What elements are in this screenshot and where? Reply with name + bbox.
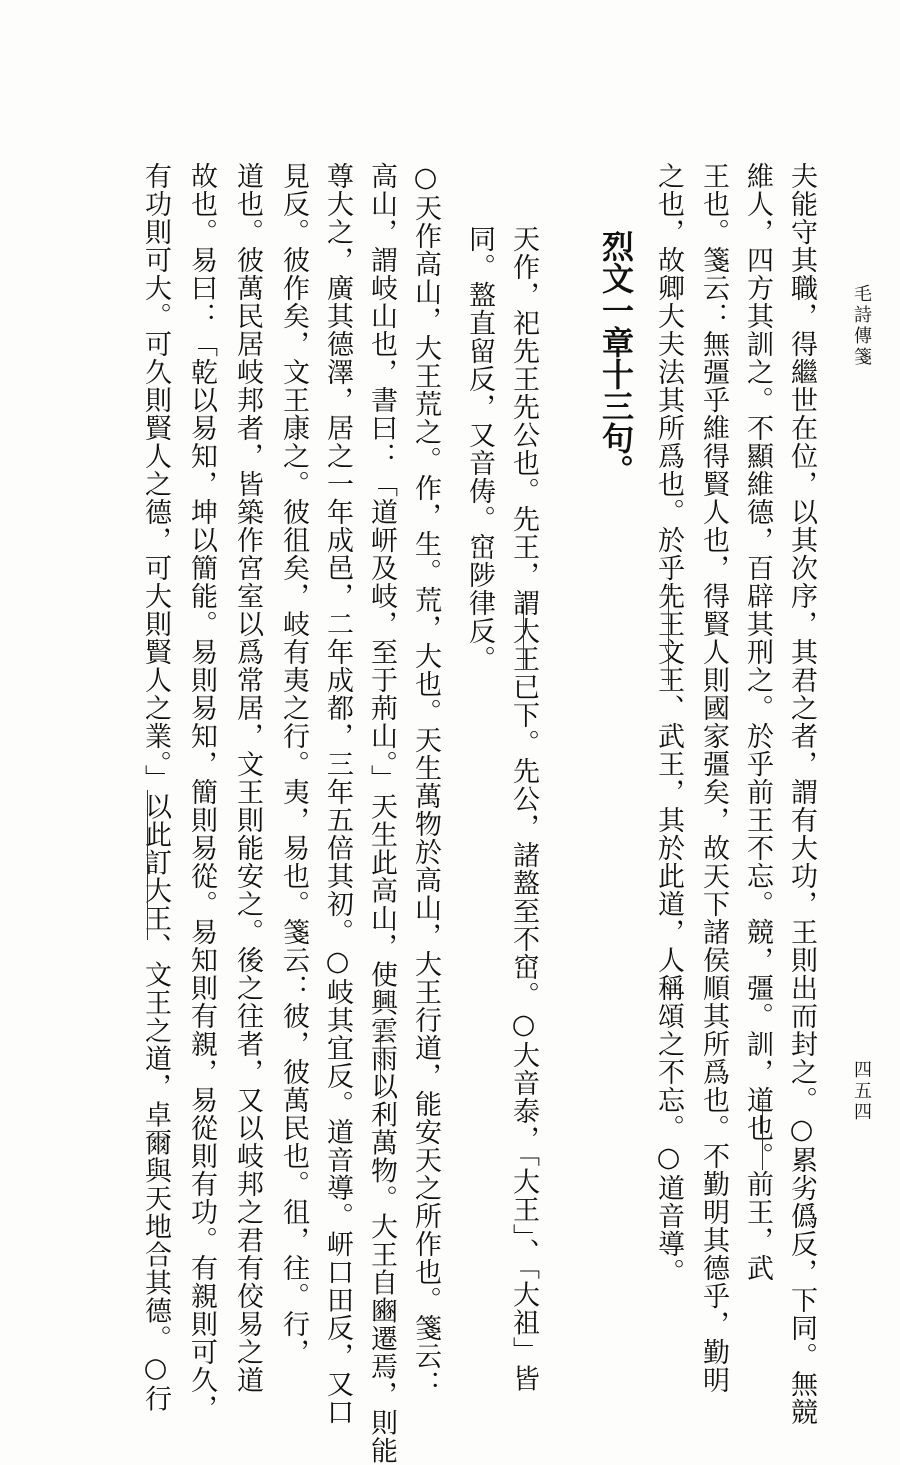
proper-noun-mark bbox=[147, 790, 148, 940]
text-column-5: 烈文一章十三句。 bbox=[597, 230, 635, 486]
text-column-7: 同。盩直留反，又音俦。窋陟律反。 bbox=[464, 225, 495, 673]
text-column-11: 見反。彼作矣，文王康之。彼徂矣，岐有夷之行。夷，易也。箋云：彼，彼萬民也。徂，往。行， bbox=[278, 162, 309, 1366]
proper-noun-mark bbox=[762, 1100, 763, 1170]
text-column-4: 之也，故卿大夫法其所爲也。於乎先王文王、武王，其於此道，人稱頌之不忘。○道音導。 bbox=[653, 162, 684, 1286]
page-number: 四五四 bbox=[851, 1060, 872, 1123]
text-column-14: 有功則可大。可久則賢人之德，可大則賢人之業。」以此訂大王、文王之道，卓爾與天地合其德。○行 bbox=[140, 162, 171, 1413]
text-column-2: 維人，四方其訓之。不顯維德，百辟其刑之。於乎前王不忘。競，彊。訓，道也。前王，武 bbox=[742, 162, 773, 1282]
text-column-1: 夫能守其職，得繼世在位，以其次序，其君之者，謂有大功，王則出而封之。○累劣僞反，下同。無競 bbox=[786, 162, 817, 1426]
text-column-8: ○天作高山，大王荒之。作，生。荒，大也。天生萬物於高山，大王行道，能安天之所作也。箋云： bbox=[410, 162, 441, 1398]
text-column-12: 道也。彼萬民居岐邦者，皆築作宮室以爲常居，文王則能安之。後之往者，又以岐邦之君有佼易之道 bbox=[232, 162, 263, 1394]
text-column-13: 故也。易曰：「乾以易知，坤以簡能。易則易知，簡則易從。易知則有親，易從則有功。有親則可久， bbox=[186, 162, 217, 1422]
text-column-10: 尊大之，廣其德澤，居之一年成邑，二年成都，三年五倍其初。○岐其宜反。道音導。岍口田反，又口 bbox=[322, 162, 353, 1426]
proper-noun-mark bbox=[523, 600, 524, 670]
header-title: 毛詩傳箋 bbox=[851, 284, 872, 368]
proper-noun-mark bbox=[668, 585, 669, 685]
text-column-6: 天作，祀先王先公也。先王，謂大王已下。先公，諸盩至不窋。○大音泰，「大王」、「大祖」皆 bbox=[508, 225, 539, 1393]
text-column-9: 高山，謂岐山也，書曰：「道岍及岐，至于荊山。」天生此高山，使興雲雨以利萬物。大王自豳遷焉，則能 bbox=[366, 162, 397, 1465]
text-column-3: 王也。箋云：無彊乎維得賢人也，得賢人則國家彊矣，故天下諸侯順其所爲也。不勤明其德乎，勤明 bbox=[698, 162, 729, 1394]
proper-noun-mark bbox=[380, 1025, 381, 1095]
